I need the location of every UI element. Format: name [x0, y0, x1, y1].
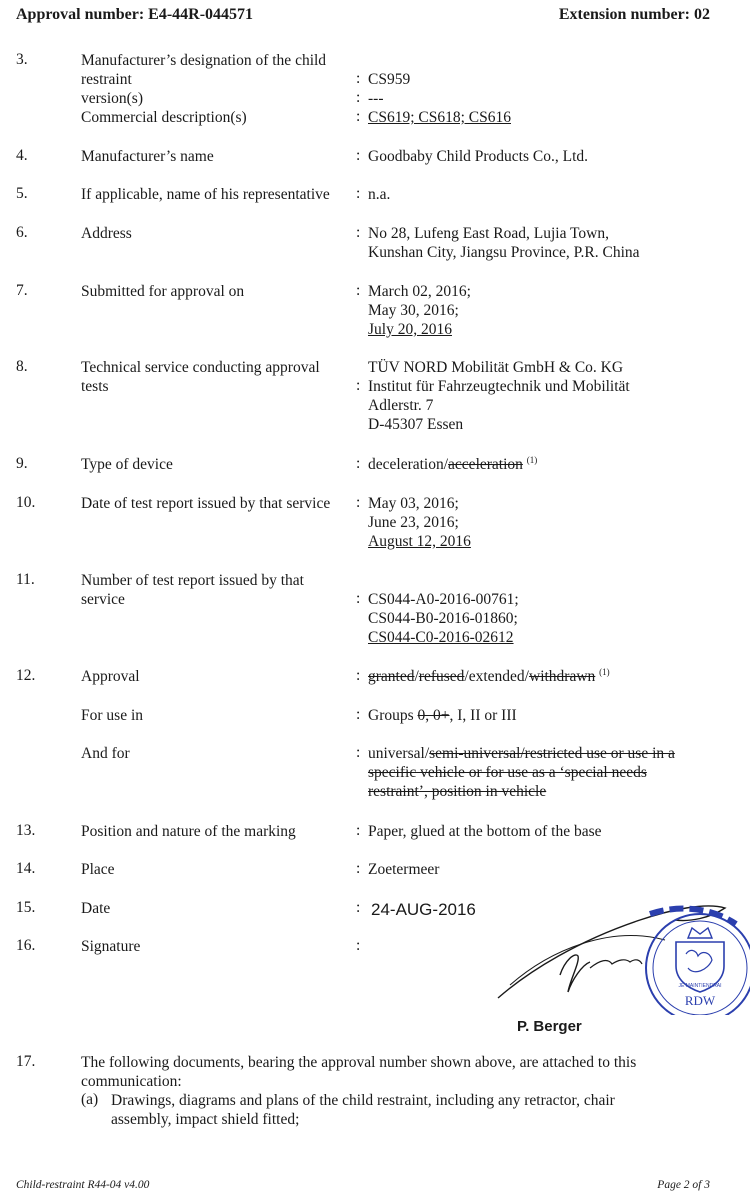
item-value: Goodbaby Child Products Co., Ltd. [368, 148, 589, 165]
item-number: 17. [16, 1053, 36, 1070]
signature-and-seal [490, 880, 750, 1015]
colon: : [356, 706, 361, 723]
lion-icon [686, 950, 712, 971]
sub-item-text: Drawings, diagrams and plans of the child restraint, including any retractor, chair assembly, impact shield fitted; [111, 1092, 615, 1128]
item-value: universal/semi-universal/restricted use or use in a specific vehicle or for use as a ‘special needs restraint’, position in vehicle [368, 745, 675, 800]
item-label: Date of test report issued by that service [81, 495, 331, 512]
item-value: May 03, 2016; June 23, 2016; August 12, 2016 [368, 495, 471, 550]
item-value: No 28, Lufeng East Road, Lujia Town, Kunshan City, Jiangsu Province, P.R. China [368, 225, 640, 261]
colon: : [356, 377, 361, 394]
stamped-date: 24-AUG-2016 [371, 900, 476, 919]
colon: : [356, 282, 361, 299]
colon: : [356, 108, 361, 125]
colon: : [356, 224, 361, 241]
item-value: Groups 0, 0+, I, II or III [368, 707, 517, 724]
colon: : [356, 89, 361, 106]
item-label: Type of device [81, 456, 173, 473]
item-label: If applicable, name of his representative [81, 186, 330, 203]
seal-motto: JE MAINTIENDRAI [678, 983, 722, 989]
colon: : [356, 185, 361, 202]
crown-icon [688, 928, 712, 938]
item-label: Technical service conducting approval tests [81, 359, 320, 395]
sub-item-marker: (a) [81, 1091, 99, 1108]
page-footer [16, 1179, 710, 1191]
colon: : [356, 455, 361, 472]
item-label: The following documents, bearing the approval number shown above, are attached to this communication: [81, 1054, 637, 1090]
item-number: 10. [16, 494, 36, 511]
item-number: 6. [16, 224, 28, 241]
item-label: Manufacturer’s designation of the child restraint version(s) Commercial description(s) [81, 52, 327, 126]
item-label: Submitted for approval on [81, 283, 245, 300]
item-number: 5. [16, 185, 28, 202]
approval-number: Approval number: E4-44R-044571 [16, 6, 254, 23]
item-value: deceleration/acceleration $^{(1)}$ [368, 454, 538, 473]
item-value: Paper, glued at the bottom of the base [368, 823, 602, 840]
item-number: 11. [16, 571, 35, 588]
item-label: Place [81, 861, 115, 878]
page-number: Page 2 of 3 [657, 1179, 710, 1191]
item-value: TÜV NORD Mobilität GmbH & Co. KG Institut für Fahrzeugtechnik und Mobilität Adlerstr. 7 D-45307 Essen [368, 359, 630, 433]
colon: : [356, 937, 361, 954]
item-number: 16. [16, 937, 36, 954]
colon: : [356, 147, 361, 164]
colon: : [356, 70, 361, 87]
item-value: granted/refused/extended/withdrawn $^{(1)}$ [368, 666, 610, 685]
signature-stroke [560, 955, 590, 992]
item-label: Number of test report issued by that service [81, 572, 304, 608]
signature-stroke [590, 960, 642, 968]
item-number: 15. [16, 899, 36, 916]
colon: : [356, 744, 361, 761]
item-label: Manufacturer’s name [81, 148, 214, 165]
page-header [16, 6, 710, 24]
item-number: 7. [16, 282, 28, 299]
item-label: And for [81, 745, 130, 762]
item-label: Approval [81, 668, 140, 685]
item-number: 8. [16, 358, 28, 375]
item-number: 9. [16, 455, 28, 472]
item-number: 14. [16, 860, 36, 877]
item-number: 3. [16, 51, 28, 68]
item-number: 4. [16, 147, 28, 164]
item-label: Date [81, 900, 111, 917]
extension-number: Extension number: 02 [558, 6, 710, 23]
item-number: 13. [16, 822, 36, 839]
colon: : [356, 667, 361, 684]
item-value: n.a. [368, 186, 391, 203]
colon: : [356, 860, 361, 877]
item-value: CS044-A0-2016-00761; CS044-B0-2016-01860; CS044-C0-2016-02612 [368, 591, 519, 646]
colon: : [356, 899, 361, 916]
colon: : [356, 590, 361, 607]
signer-name: P. Berger [517, 1018, 582, 1035]
item-label: Address [81, 225, 132, 242]
item-number: 12. [16, 667, 36, 684]
seal-name: RDW [684, 993, 716, 1008]
item-label: Position and nature of the marking [81, 823, 296, 840]
colon: : [356, 494, 361, 511]
item-value: CS959 --- CS619; CS618; CS616 [368, 71, 511, 126]
form-version: Child-restraint R44-04 v4.00 [16, 1179, 150, 1191]
colon: : [356, 822, 361, 839]
item-label: For use in [81, 707, 143, 724]
item-value: March 02, 2016; May 30, 2016; July 20, 2016 [368, 283, 471, 338]
item-label: Signature [81, 938, 141, 955]
item-value: Zoetermeer [368, 861, 440, 878]
signature-stroke [510, 936, 665, 985]
